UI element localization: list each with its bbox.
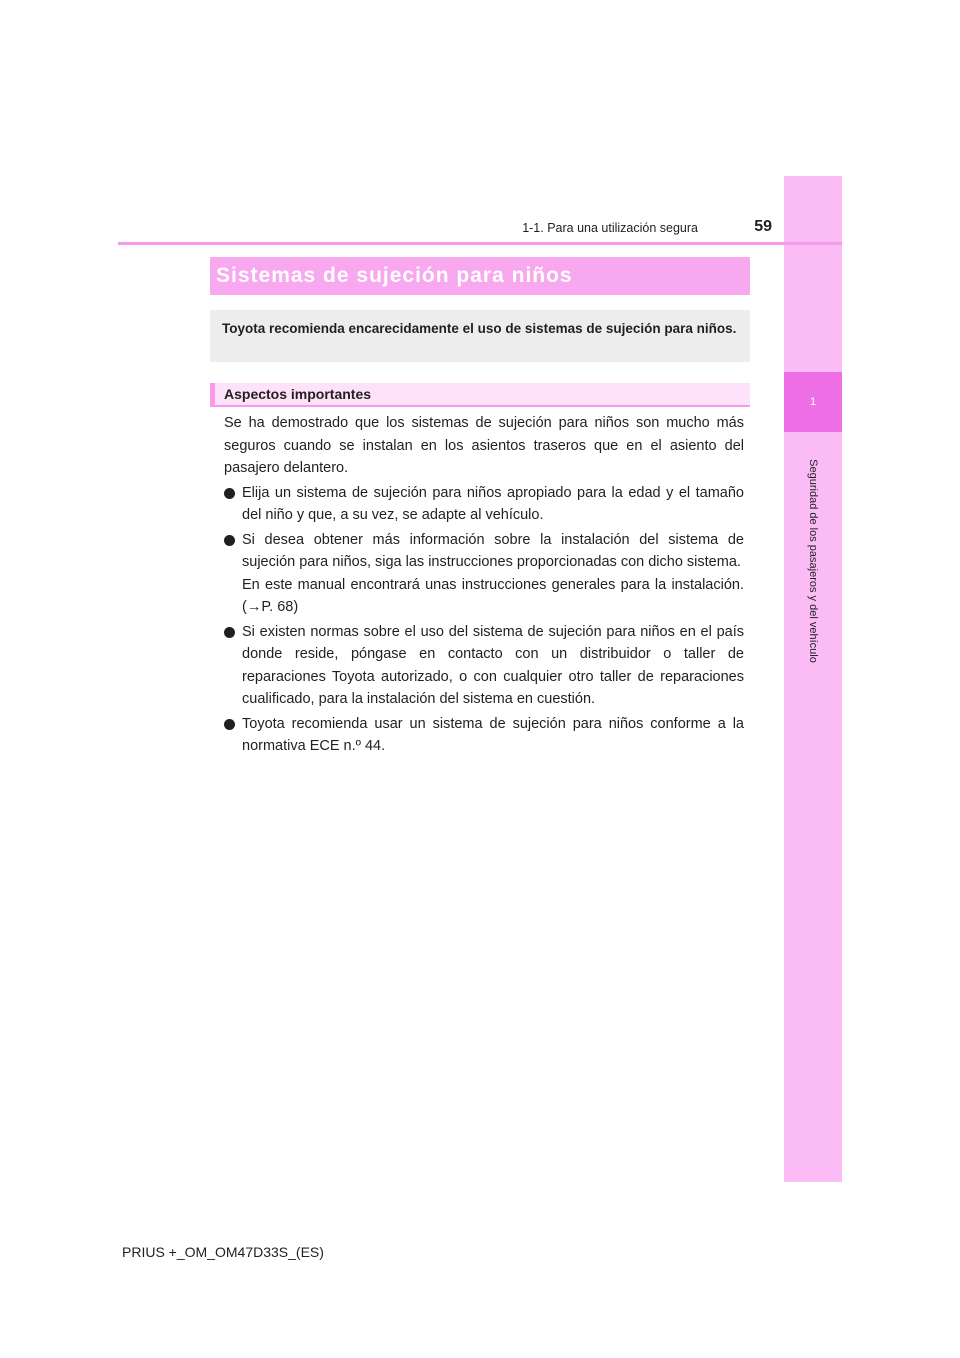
page-title: Sistemas de sujeción para niños xyxy=(216,264,573,287)
chapter-number: 1 xyxy=(809,396,817,408)
page-title-bar xyxy=(210,257,750,295)
list-item-text: Elija un sistema de sujeción para niños apropiado para la edad y el tamaño del niño y que, a su vez, se adapte al vehículo. xyxy=(242,484,744,523)
bullet-dot-icon xyxy=(224,627,235,638)
header-rule xyxy=(118,242,842,245)
bullet-dot-icon xyxy=(224,488,235,499)
bullet-dot-icon xyxy=(224,535,235,546)
list-item-text: Si desea obtener más información sobre la instalación del sistema de sujeción para niños, siga las instrucciones proporcionadas con dicho sistema. xyxy=(242,531,744,570)
bullet-dot-icon xyxy=(224,719,235,730)
chapter-title: Seguridad de los pasajeros y del vehículo xyxy=(807,459,820,663)
list-item-extra-text: En este manual encontrará unas instrucciones generales para la instalación. (→P. 68) xyxy=(242,576,744,615)
content-area xyxy=(224,412,744,758)
page-number: 59 xyxy=(754,218,772,235)
chapter-title-container xyxy=(784,436,842,686)
chapter-number-tab xyxy=(784,372,842,432)
section-label: 1-1. Para una utilización segura xyxy=(522,221,698,235)
list-item xyxy=(224,713,744,758)
list-item xyxy=(224,621,744,711)
list-item-text: Si existen normas sobre el uso del sistema de sujeción para niños en el país donde reside, póngase en contacto con un distribuidor o taller de reparaciones Toyota autorizado, o con cualquier otro taller de reparaciones cualificado, para la instalación del sistema en cuestión. xyxy=(242,623,744,707)
subheading xyxy=(210,383,750,407)
list-item xyxy=(224,529,744,619)
intro-box: Toyota recomienda encarecidamente el uso de sistemas de sujeción para niños. xyxy=(210,310,750,362)
body-paragraph: Se ha demostrado que los sistemas de sujeción para niños son mucho más seguros cuando se instalan en los asientos traseros que en el asiento del pasajero delantero. xyxy=(224,415,744,476)
subheading-text: Aspectos importantes xyxy=(224,386,372,402)
list-item-text: Toyota recomienda usar un sistema de sujeción para niños conforme a la normativa ECE n.º 44. xyxy=(242,715,744,754)
list-item xyxy=(224,482,744,527)
document-code: PRIUS +_OM_OM47D33S_(ES) xyxy=(122,1244,324,1260)
